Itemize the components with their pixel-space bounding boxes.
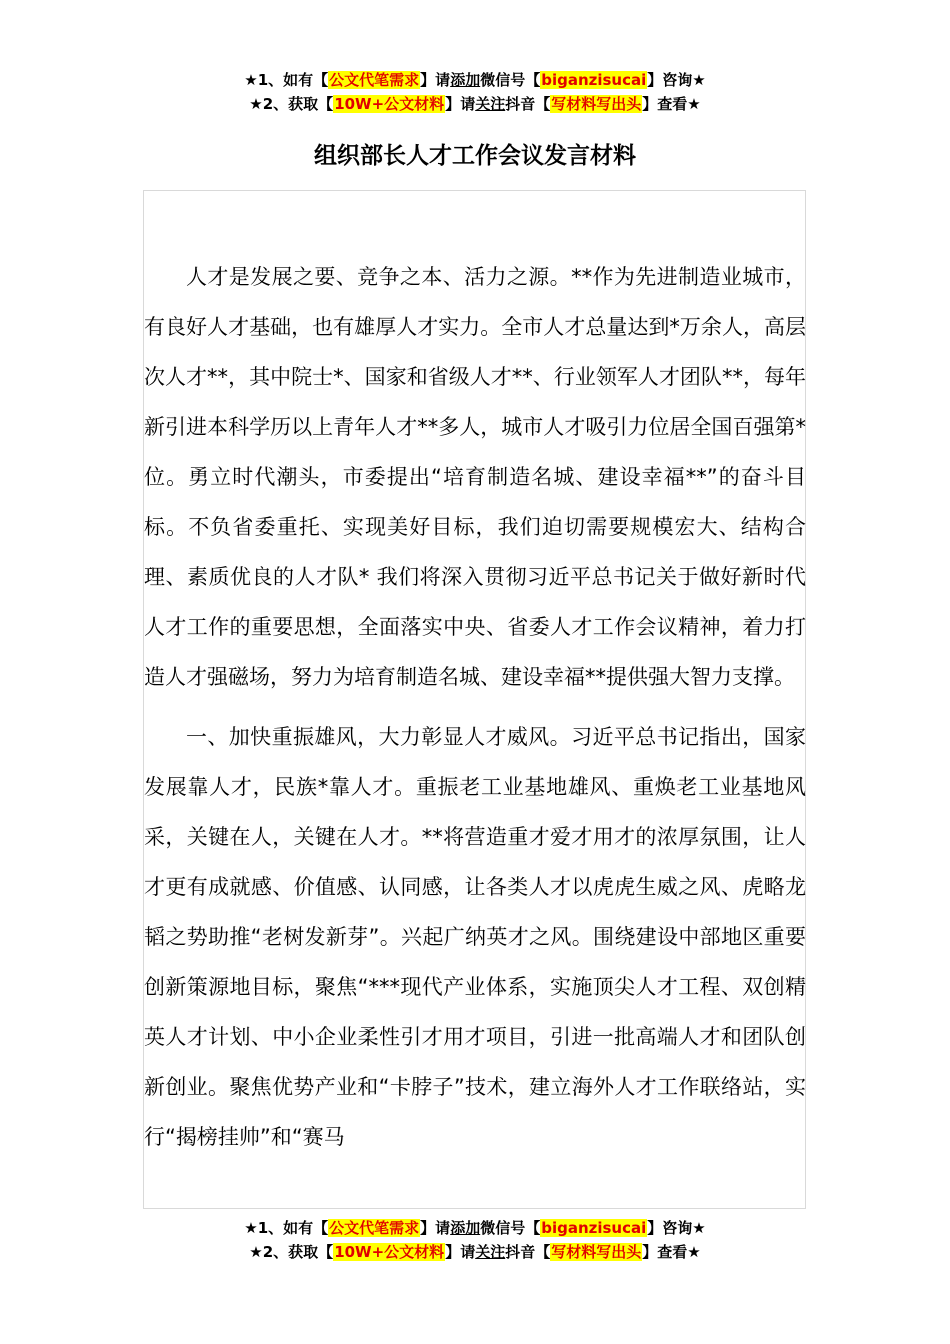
body-paragraph: 一、加快重振雄风，大力彰显人才威风。习近平总书记指出，国家发展靠人才，民族*靠人才。重振老工业基地雄风、重焕老工业基地风采，关键在人，关键在人才。**将营造重才爱才用才的浓厚氛围，让人才更有成就感、价值感、认同感，让各类人才以虎虎生威之风、虎略龙韬之势助推“老树发新芽”。兴起广纳英才之风。围绕建设中部地区重要创新策源地目标，聚焦“***现代产业体系，实施顶尖人才工程、双创精英人才计划、中小企业柔性引才用才项目，引进一批高端人才和团队创新创业。聚焦优势产业和“卡脖子”技术，建立海外人才工作联络站，实行“揭榜挂帅”和“赛马 [144, 725, 806, 1149]
promo-text: 】咨询★ [647, 71, 706, 89]
promo-highlight: biganzisucai [541, 71, 647, 89]
document-title: 组织部长人才工作会议发言材料 [314, 143, 636, 169]
promo-text: 微信号【 [480, 71, 541, 89]
promo-highlight: 写材料写出头 [551, 95, 642, 113]
promo-line-1 [0, 1216, 950, 1240]
body-paragraph: 人才是发展之要、竞争之本、活力之源。**作为先进制造业城市，有良好人才基础，也有雄厚人才实力。全市人才总量达到*万余人，高层次人才**，其中院士*、国家和省级人才**、行业领军人才团队**，每年新引进本科学历以上青年人才**多人，城市人才吸引力位居全国百强第*位。勇立时代潮头，市委提出“培育制造名城、建设幸福**”的奋斗目标。不负省委重托、实现美好目标，我们迫切需要规模宏大、结构合理、素质优良的人才队* 我们将深入贯彻习近平总书记关于做好新时代人才工作的重要思想，全面落实中央、省委人才工作会议精神，着力打造人才强磁场，努力为培育制造名城、建设幸福**提供强大智力支撑。 [144, 265, 806, 689]
promo-highlight: 10W+公文材料 [334, 1243, 445, 1261]
promo-text: ★2、获取【 [249, 95, 334, 113]
promo-text: 】请 [420, 1219, 451, 1237]
promo-underlined-text: 关注 [475, 1243, 506, 1261]
promo-highlight: 写材料写出头 [551, 1243, 642, 1261]
promo-highlight: 10W+公文材料 [334, 95, 445, 113]
promo-highlight: 公文代笔需求 [329, 1219, 420, 1237]
promo-line-2 [0, 92, 950, 116]
promo-highlight: 公文代笔需求 [329, 71, 420, 89]
promo-text: 抖音【 [505, 95, 551, 113]
promo-text: ★1、如有【 [244, 1219, 329, 1237]
promo-text: 】请 [445, 1243, 476, 1261]
document-body [144, 252, 806, 1208]
promo-line-1 [0, 68, 950, 92]
promo-text: 抖音【 [505, 1243, 551, 1261]
promo-text: 】请 [445, 95, 476, 113]
promo-text: 】请 [420, 71, 451, 89]
promo-text: 】咨询★ [647, 1219, 706, 1237]
promo-underlined-text: 添加 [450, 71, 481, 89]
promo-line-2 [0, 1240, 950, 1264]
promo-text: 】查看★ [642, 1243, 701, 1261]
promo-text: ★2、获取【 [249, 1243, 334, 1261]
top-promo-banner [0, 68, 950, 116]
promo-underlined-text: 添加 [450, 1219, 481, 1237]
promo-underlined-text: 关注 [475, 95, 506, 113]
promo-text: 】查看★ [642, 95, 701, 113]
promo-text: 微信号【 [480, 1219, 541, 1237]
bottom-promo-banner [0, 1216, 950, 1264]
promo-text: ★1、如有【 [244, 71, 329, 89]
promo-highlight: biganzisucai [541, 1219, 647, 1237]
